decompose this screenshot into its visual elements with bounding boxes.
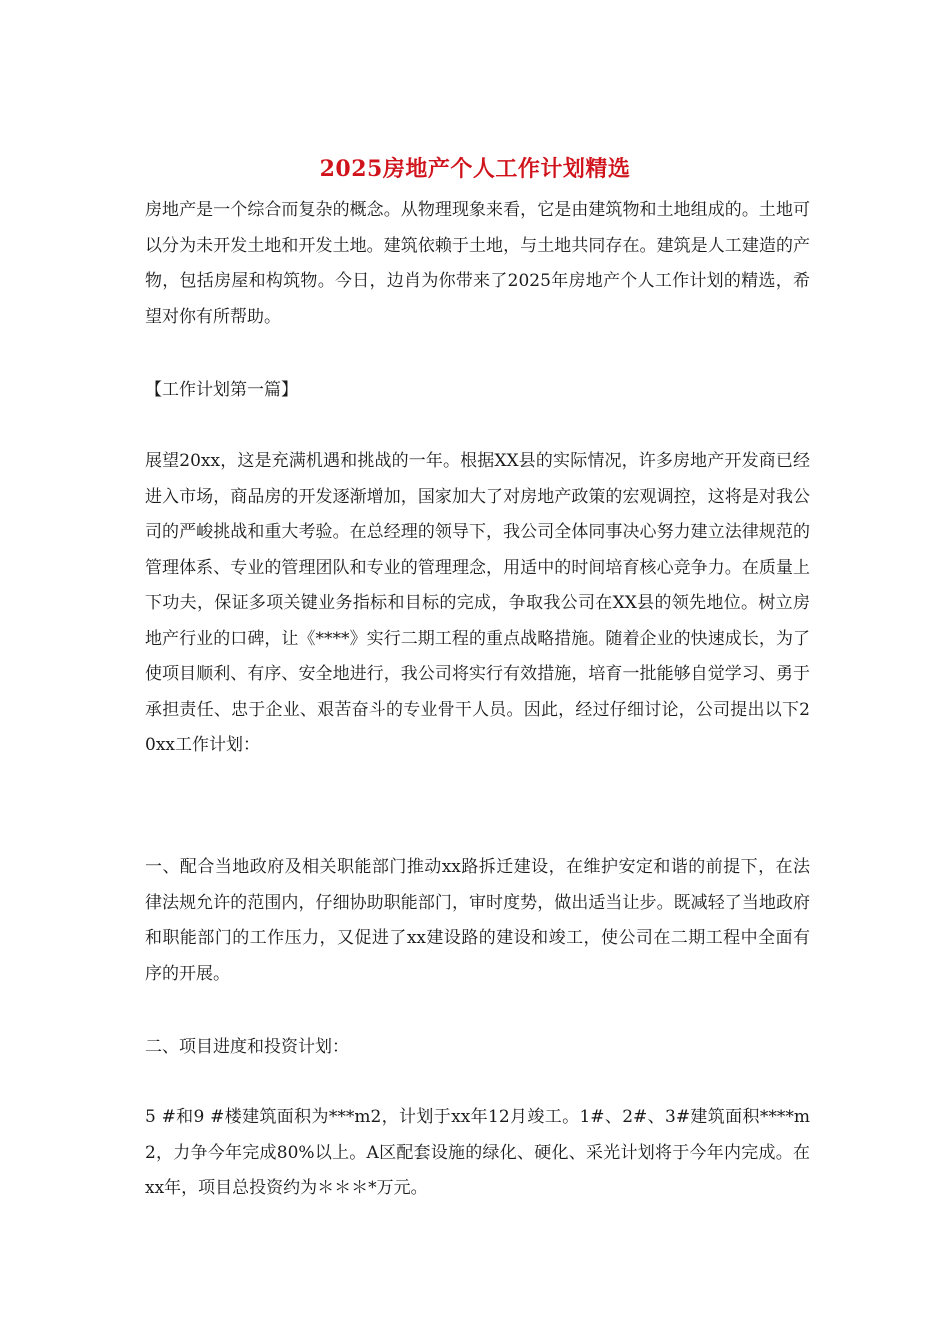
intro-paragraph: 房地产是一个综合而复杂的概念。从物理现象来看，它是由建筑物和土地组成的。土地可以分为未开发土地和开发土地。建筑依赖于土地，与土地共同存在。建筑是人工建造的产物，包括房屋和构筑物。今日，边肖为你带来了2025年房地产个人工作计划的精选，希望对你有所帮助。: [145, 200, 810, 327]
section-heading: 【工作计划第一篇】: [145, 380, 298, 400]
body-paragraph-2: 一、配合当地政府及相关职能部门推动xx路拆迁建设，在维护安定和谐的前提下，在法律法规允许的范围内，仔细协助职能部门，审时度势，做出适当让步。既减轻了当地政府和职能部门的工作压力，又促进了xx建设路的建设和竣工，使公司在二期工程中全面有序的开展。: [145, 857, 810, 984]
body-paragraph-3: 二、项目进度和投资计划：: [145, 1037, 349, 1057]
document-title: 2025房地产个人工作计划精选: [319, 156, 631, 182]
body-paragraph-1: 展望20xx，这是充满机遇和挑战的一年。根据XX县的实际情况，许多房地产开发商已经进入市场，商品房的开发逐渐增加，国家加大了对房地产政策的宏观调控，这将是对我公司的严峻挑战和重大考验。在总经理的领导下，我公司全体同事决心努力建立法律规范的管理体系、专业的管理团队和专业的管理理念，用适中的时间培育核心竞争力。在质量上下功夫，保证多项关键业务指标和目标的完成，争取我公司在XX县的领先地位。树立房地产行业的口碑，让《****》实行二期工程的重点战略措施。随着企业的快速成长，为了使项目顺利、有序、安全地进行，我公司将实行有效措施，培育一批能够自觉学习、勇于承担责任、忠于企业、艰苦奋斗的专业骨干人员。因此，经过仔细讨论，公司提出以下20xx工作计划：: [145, 451, 810, 755]
body-paragraph-4: 5 #和9 #楼建筑面积为***m2，计划于xx年12月竣工。1#、2#、3#建筑面积****m2，力争今年完成80%以上。A区配套设施的绿化、硬化、采光计划将于今年内完成。在xx年，项目总投资约为＊＊＊*万元。: [145, 1107, 810, 1198]
